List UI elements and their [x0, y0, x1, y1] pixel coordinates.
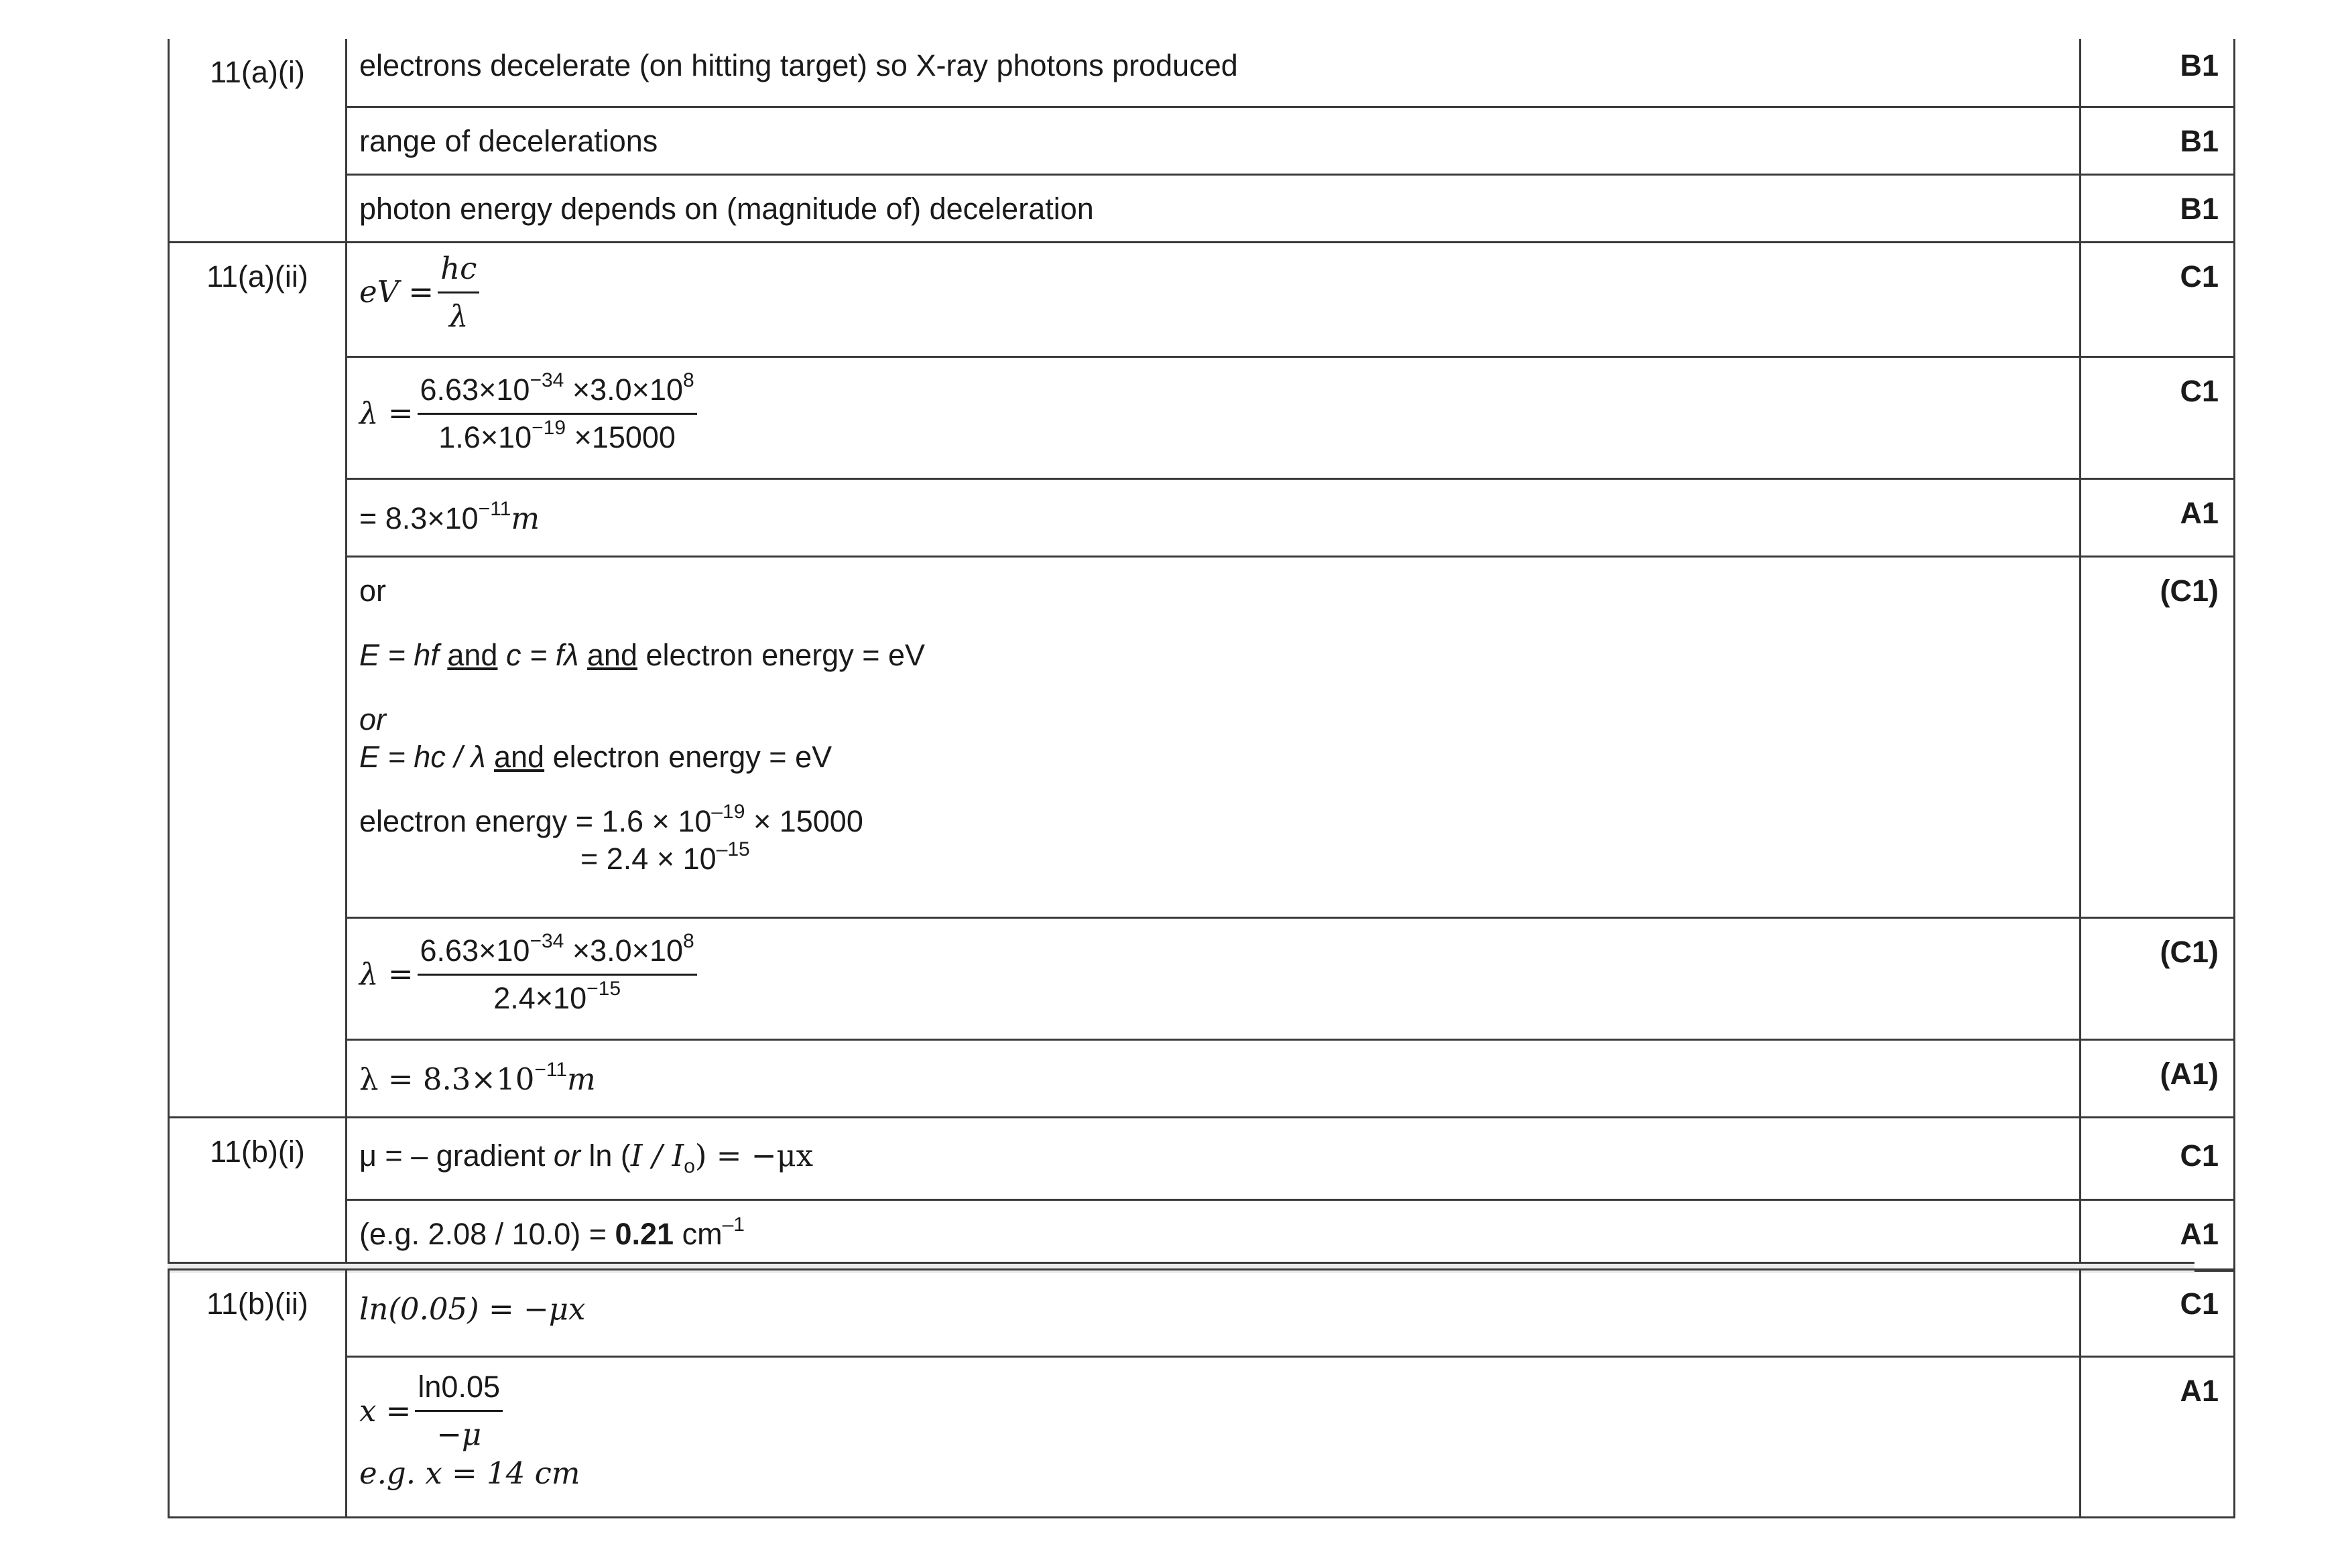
answer-text: ln (: [580, 1138, 631, 1173]
answer-cell: [347, 242, 2081, 356]
exponent: −19: [532, 416, 566, 439]
denominator-part: 1.6×10: [438, 419, 532, 454]
exponent: −34: [530, 369, 564, 391]
formula: E = hc / λ: [359, 739, 486, 774]
answer-text: μ = – gradient: [359, 1138, 554, 1173]
equation: [359, 370, 2067, 458]
fraction: [415, 1367, 503, 1455]
question-number: 11(a)(i): [169, 39, 347, 242]
formula: E = hf: [359, 637, 439, 672]
alt-method-line: [359, 800, 2067, 840]
table-row: [169, 917, 2235, 1039]
mark-cell: (A1): [2081, 1039, 2235, 1117]
exponent: −34: [530, 929, 564, 952]
denominator-part: 2.4×10: [493, 980, 587, 1015]
table-row: [169, 556, 2235, 917]
mark-cell: (C1): [2081, 556, 2235, 917]
table-row: [169, 1117, 2235, 1199]
answer-cell: [347, 1117, 2081, 1199]
exponent: −15: [586, 977, 621, 1000]
result-value: λ = 8.3×10: [359, 1061, 535, 1097]
mark-cell: (C1): [2081, 917, 2235, 1039]
alt-method-line: [359, 738, 2067, 776]
formula-text: = 2.4 × 10: [580, 841, 717, 876]
question-number: 11(a)(ii): [169, 242, 347, 1117]
question-number: 11(b)(i): [169, 1117, 347, 1270]
table-row: [169, 1199, 2235, 1270]
example-answer: e.g. x = 14 cm: [359, 1455, 580, 1491]
alt-method-or: or: [359, 573, 387, 608]
mark-cell: C1: [2081, 1270, 2235, 1357]
table-row: [169, 1039, 2235, 1117]
formula: ) = −μx: [694, 1137, 814, 1173]
mark-cell: C1: [2081, 1117, 2235, 1199]
answer-cell: [347, 1270, 2081, 1357]
denominator-part: ×15000: [566, 419, 676, 454]
numerator: [418, 931, 697, 976]
question-number: 11(b)(ii): [169, 1270, 347, 1518]
table-row: [169, 174, 2235, 242]
answer-cell: [347, 917, 2081, 1039]
table-row: [169, 107, 2235, 174]
mark-cell: A1: [2081, 1357, 2235, 1518]
mark-scheme-table-lower: [168, 1268, 2235, 1518]
subscript: o: [684, 1155, 695, 1177]
equation: [359, 249, 2067, 336]
equation-lhs: eV =: [359, 274, 434, 310]
fraction: [418, 370, 697, 458]
mark-cell: A1: [2081, 478, 2235, 556]
result-equation: [359, 1058, 596, 1097]
numerator: [418, 370, 697, 415]
denominator: [491, 976, 623, 1019]
result-equation: [359, 497, 540, 536]
answer-text: (e.g. 2.08 / 10.0) =: [359, 1216, 615, 1251]
table-row: [169, 1357, 2235, 1518]
mark-cell: C1: [2081, 242, 2235, 356]
alt-method-line: [359, 840, 2067, 878]
formula: c = fλ: [505, 637, 579, 672]
formula-text: electron energy = eV: [552, 739, 832, 774]
numerator-part: 6.63×10: [420, 372, 530, 407]
equation-lhs: λ =: [359, 395, 414, 431]
exponent: –19: [711, 800, 745, 823]
numerator-part: ×3.0×10: [564, 372, 684, 407]
equation: ln(0.05) = −μx: [359, 1291, 586, 1327]
exponent: −11: [534, 1058, 568, 1081]
equation-lhs: λ =: [359, 956, 414, 992]
fraction: [438, 249, 479, 336]
mark-cell: B1: [2081, 107, 2235, 174]
mark-cell: A1: [2081, 1199, 2235, 1270]
exponent: −11: [478, 497, 511, 520]
equation: [359, 1367, 2067, 1455]
answer-cell: photon energy depends on (magnitude of) deceleration: [347, 174, 2081, 242]
mark-cell: C1: [2081, 356, 2235, 478]
equation-lhs: x =: [359, 1392, 412, 1429]
and-underlined: and: [494, 739, 545, 774]
and-underlined: and: [447, 637, 498, 672]
table-row: [169, 356, 2235, 478]
denominator: [436, 415, 678, 458]
exponent: –1: [722, 1213, 745, 1236]
denominator: −μ: [436, 1417, 482, 1452]
answer-cell: [347, 1357, 2081, 1518]
numerator: ln0.05: [415, 1367, 503, 1412]
table-row: [169, 242, 2235, 356]
answer-cell: range of decelerations: [347, 107, 2081, 174]
exponent: 8: [683, 369, 694, 391]
alt-method-line: [359, 637, 2067, 674]
denominator: λ: [448, 298, 469, 334]
table-row: [169, 39, 2235, 107]
alt-method-or: or: [359, 702, 387, 736]
equation: [359, 931, 2067, 1019]
or-text: or: [553, 1138, 580, 1173]
formula-text: electron energy = 1.6 × 10: [359, 803, 712, 838]
formula-text: × 15000: [745, 803, 863, 838]
unit: cm: [674, 1216, 723, 1251]
answer-cell: [347, 556, 2081, 917]
fraction: [418, 931, 697, 1019]
numerator-part: 6.63×10: [420, 933, 530, 968]
exponent: –15: [716, 838, 750, 860]
result-value: = 8.3×10: [359, 501, 479, 535]
and-underlined: and: [586, 637, 637, 672]
answer-value: 0.21: [615, 1216, 674, 1251]
unit: m: [511, 500, 540, 536]
answer-cell: [347, 1199, 2081, 1270]
formula-text: electron energy = eV: [645, 637, 926, 672]
unit: m: [567, 1061, 596, 1097]
numerator: hc: [438, 249, 479, 293]
mark-scheme-table-upper: [168, 39, 2235, 1272]
answer-cell: [347, 478, 2081, 556]
table-row: [169, 478, 2235, 556]
mark-cell: B1: [2081, 174, 2235, 242]
answer-cell: [347, 356, 2081, 478]
numerator-part: ×3.0×10: [564, 933, 684, 968]
table-row: [169, 1270, 2235, 1357]
exponent: 8: [683, 929, 694, 952]
mark-cell: B1: [2081, 39, 2235, 107]
answer-cell: electrons decelerate (on hitting target) so X-ray photons produced: [347, 39, 2081, 107]
formula: I / I: [630, 1137, 684, 1173]
answer-cell: [347, 1039, 2081, 1117]
